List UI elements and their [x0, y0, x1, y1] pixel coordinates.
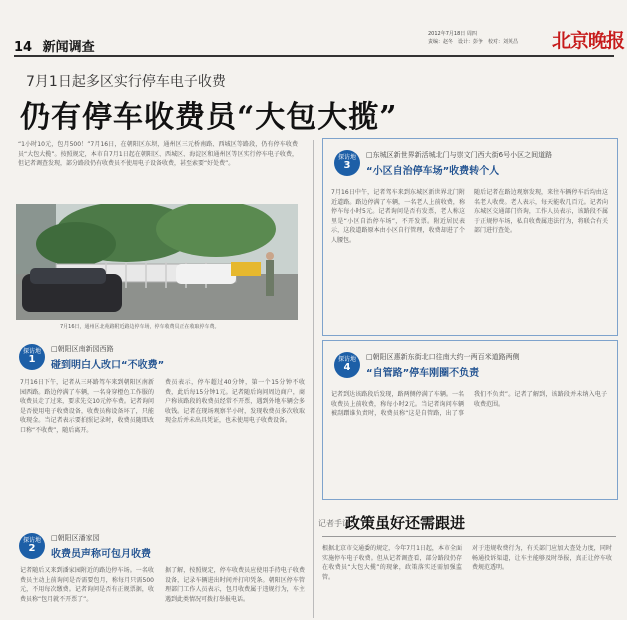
subhead-4: “自管路”停车刚圈不负责: [366, 368, 480, 379]
badge-label: 探访地: [337, 356, 356, 363]
article-headline: 仍有停车收费员“大包大揽”: [20, 100, 398, 135]
section-3-body: 7月16日中午，记者驾车来到东城区新世界北门附近道路。路边停满了车辆，一名老人上前收费，称停车每小时5元。记者询问是否有发票，老人称这里是“小区自治停车场”，不开发票。附近居民表示，这段道路原本由小区自行管理，收费却进了个人腰包。: [331, 189, 465, 244]
badge-number: 3: [343, 160, 351, 171]
location-badge-2: [19, 533, 45, 559]
column-divider: [313, 140, 314, 618]
section-1-continued: 费员表示，停车超过40分钟，第一个15分钟不收费，此后每15分钟1元。记者随后询问周边商户，商户称该路段的收费员经常不开票，遇到外地车辆会多收钱。记者在现场观察半小时，发现收费员多次收取现金后并未出具凭证，也未使用电子收费设备。: [165, 379, 305, 425]
opinion-rule: [322, 536, 616, 537]
location-badge-4: [334, 352, 360, 378]
section-2-body: 记者随后又来到潘家园附近的路边停车场。一名收费员主动上前询问是否需要包月，称每月只需500元，不用每次缴费。记者询问是否有正规票据，收费员称“包月就不开票了”。: [20, 567, 154, 603]
badge-number: 1: [28, 354, 36, 365]
subhead-1: 碰到明白人改口“不收费”: [51, 360, 165, 371]
badge-number: 2: [28, 543, 36, 554]
badge-number: 4: [343, 362, 351, 373]
page-date: 2012年7月18日 周四: [428, 31, 477, 37]
section-2-continued: 据了解，按照规定，停车收费员应使用手持电子收费设备，记录车辆进出时间并打印凭条。朝阳区停车管理部门工作人员表示，包月收费属于违规行为，车主遇到此类情况可拨打举报电话。: [165, 567, 305, 603]
badge-label: 探访地: [337, 154, 356, 161]
opinion-title: 政策虽好还需跟进: [345, 514, 466, 532]
page-section-header: [14, 36, 95, 55]
page-meta: [428, 30, 548, 46]
header-rule: [14, 55, 614, 57]
badge-label: 探访地: [22, 348, 41, 355]
news-photo: [16, 204, 298, 320]
opinion-label: 记者手记: [318, 519, 350, 528]
badge-label: 探访地: [22, 537, 41, 544]
article-kicker: 7月1日起多区实行停车电子收费: [26, 74, 226, 90]
section-3-continued: 随后记者在路边观察发现，来往车辆停车后均由这名老人收费。老人表示，每天能收几百元。记者向东城区交通部门咨询，工作人员表示，该路段不属于正规停车场，私自收费属违法行为，将联合有关部门进行查处。: [474, 189, 608, 235]
subhead-2: 收费员声称可包月收费: [51, 549, 151, 560]
article-lead: “1小时10元，包月500！”7月16日，在朝阳区东坝，通州区三元桥南路、西城区等路段，仍有停车收费员“大包大揽”。按照规定，本市自7月1日起在朝阳区、西城区、海淀区和通州区等区实行停车电子收费，但记者调查发现，部分路段仍有收费员不使用电子设备收费，甚至索要“好处费”。: [18, 141, 298, 168]
photo-street-scene: [16, 204, 298, 320]
location-tag-3: □东城区新世界新活城北门与崇文门西大街6号小区之间道路: [366, 151, 553, 159]
section-1-body: 7月16日下午，记者从三环路驾车来到朝阳区南新园西路。路边停满了车辆，一名身穿橙色工作服的收费员走了过来，要求先交10元停车费。记者询问是否使用电子收费设备，收费员称设备坏了，只能收现金。当记者表示要拍照记录时，收费员随即改口称“不收费”，随后离开。: [20, 379, 154, 434]
section-4-body: 记者到达该路段后发现，路两侧停满了车辆。一名收费员上前收费，称每小时2元。当记者询问车辆被刮蹭谁负责时，收费员称“这是自管路，出了事我们不负责”。记者了解到，该路段并未纳入电子收费范围。: [331, 391, 607, 418]
page-editors: 责编：赵冬 设计：彭争 校对：刘英昌: [428, 39, 519, 45]
location-tag-1: □朝阳区南新园西路: [51, 345, 114, 353]
location-badge-1: [19, 344, 45, 370]
location-tag-2: □朝阳区潘家园: [51, 534, 100, 542]
photo-caption: 7月16日，通州区北苑路附近路边停车场，停车收费员正在收取停车费。: [60, 324, 220, 330]
location-badge-3: [334, 150, 360, 176]
opinion-body-right: 对于违规收费行为，有关部门应加大查处力度，同时畅通投诉渠道，让车主能够及时举报，真正让停车收费规范透明。: [472, 545, 612, 572]
section-title: 新闻调查: [42, 40, 95, 55]
opinion-body-left: 根据北京市交通委的规定，今年7月1日起，本市全面实施停车电子收费。但从记者调查看，部分路段仍存在收费员“大包大揽”的现象，政策落实还需加强监管。: [322, 545, 462, 581]
page-number: 14: [14, 40, 33, 55]
location-tag-4: □朝阳区惠新东街北口往南大约一两百米道路两侧: [366, 353, 520, 361]
masthead-logo: 北京晚报: [552, 30, 625, 52]
subhead-3: “小区自治停车场”收费转个人: [366, 166, 500, 177]
